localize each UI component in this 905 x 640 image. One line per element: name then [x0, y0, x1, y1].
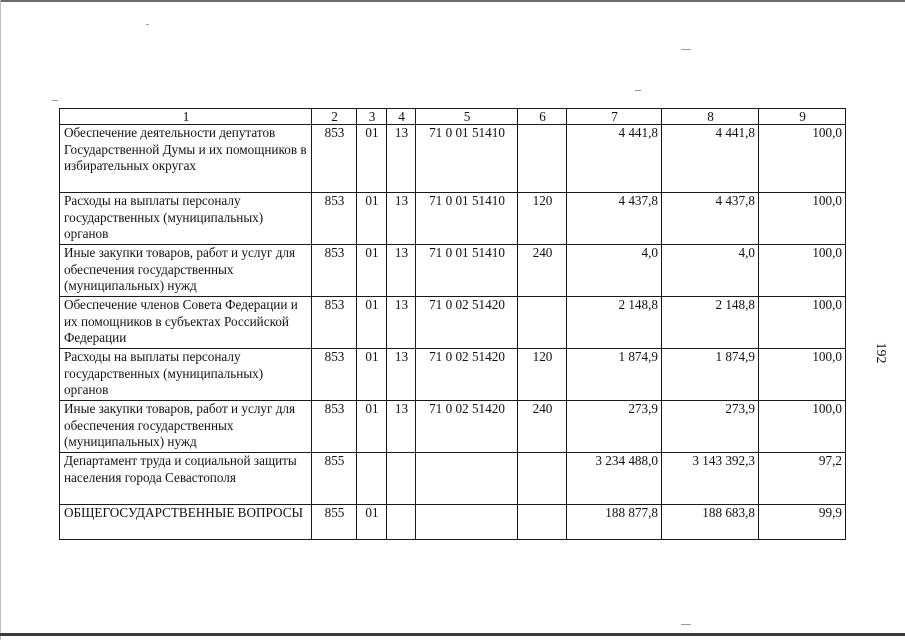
scan-edge-bottom [0, 633, 905, 636]
row-name: Иные закупки товаров, работ и услуг для обеспечения государственных (муниципальных) нужд [60, 401, 312, 453]
table-row [60, 245, 846, 297]
row-value-9: 100,0 [759, 349, 846, 401]
table-row [60, 297, 846, 349]
row-value-8: 4,0 [662, 245, 759, 297]
row-code-3: 01 [357, 245, 387, 297]
table-header-cell: 9 [759, 109, 846, 125]
row-code-4: 13 [387, 401, 416, 453]
row-value-8: 4 437,8 [662, 193, 759, 245]
table-header-row [60, 109, 846, 125]
row-code-6 [518, 505, 567, 540]
row-value-8: 3 143 392,3 [662, 453, 759, 505]
table-row [60, 505, 846, 540]
table-row [60, 349, 846, 401]
table-header-cell: 2 [312, 109, 357, 125]
row-code-4 [387, 505, 416, 540]
scan-speck [635, 90, 641, 91]
row-value-7: 4 441,8 [567, 125, 662, 193]
row-value-8: 1 874,9 [662, 349, 759, 401]
row-value-9: 100,0 [759, 125, 846, 193]
table-row [60, 125, 846, 193]
row-code-4: 13 [387, 193, 416, 245]
row-value-7: 4,0 [567, 245, 662, 297]
table-header-cell: 8 [662, 109, 759, 125]
row-value-7: 273,9 [567, 401, 662, 453]
row-code-4: 13 [387, 349, 416, 401]
row-code-5: 71 0 01 51410 [416, 245, 518, 297]
scan-speck [146, 24, 149, 25]
row-code-5 [416, 453, 518, 505]
row-code-6: 240 [518, 245, 567, 297]
row-code-4: 13 [387, 245, 416, 297]
row-value-9: 99,9 [759, 505, 846, 540]
row-code-2: 853 [312, 349, 357, 401]
row-code-3: 01 [357, 125, 387, 193]
row-code-2: 853 [312, 193, 357, 245]
row-name: Обеспечение членов Совета Федерации и их помощников в субъектах Российской Федерации [60, 297, 312, 349]
table-header-cell: 4 [387, 109, 416, 125]
row-code-3: 01 [357, 505, 387, 540]
row-code-5 [416, 505, 518, 540]
row-code-6: 120 [518, 193, 567, 245]
row-code-5: 71 0 02 51420 [416, 297, 518, 349]
row-value-9: 100,0 [759, 297, 846, 349]
row-name: Расходы на выплаты персоналу государственных (муниципальных) органов [60, 349, 312, 401]
row-code-4: 13 [387, 297, 416, 349]
row-code-6: 120 [518, 349, 567, 401]
row-value-8: 2 148,8 [662, 297, 759, 349]
row-name: Расходы на выплаты персоналу государственных (муниципальных) органов [60, 193, 312, 245]
row-code-5: 71 0 01 51410 [416, 125, 518, 193]
page-number: 192 [873, 342, 888, 364]
row-code-5: 71 0 01 51410 [416, 193, 518, 245]
row-code-4: 13 [387, 125, 416, 193]
row-code-2: 855 [312, 505, 357, 540]
table-header-cell: 5 [416, 109, 518, 125]
row-code-3: 01 [357, 349, 387, 401]
row-name: ОБЩЕГОСУДАРСТВЕННЫЕ ВОПРОСЫ [60, 505, 312, 540]
table-row [60, 453, 846, 505]
row-value-9: 97,2 [759, 453, 846, 505]
row-name: Иные закупки товаров, работ и услуг для обеспечения государственных (муниципальных) нужд [60, 245, 312, 297]
table-header-cell: 1 [60, 109, 312, 125]
row-value-8: 273,9 [662, 401, 759, 453]
table-header-cell: 7 [567, 109, 662, 125]
row-value-8: 4 441,8 [662, 125, 759, 193]
row-code-2: 853 [312, 401, 357, 453]
row-code-3: 01 [357, 193, 387, 245]
row-code-2: 853 [312, 125, 357, 193]
row-value-7: 188 877,8 [567, 505, 662, 540]
row-code-3 [357, 453, 387, 505]
budget-table [59, 108, 846, 540]
row-value-9: 100,0 [759, 401, 846, 453]
row-code-2: 853 [312, 245, 357, 297]
scan-speck [681, 624, 691, 625]
row-code-6 [518, 297, 567, 349]
scan-edge-left [0, 0, 1, 640]
table-row [60, 401, 846, 453]
row-value-7: 1 874,9 [567, 349, 662, 401]
row-code-2: 855 [312, 453, 357, 505]
row-value-7: 3 234 488,0 [567, 453, 662, 505]
scan-edge-top [0, 0, 905, 2]
row-code-5: 71 0 02 51420 [416, 401, 518, 453]
row-code-2: 853 [312, 297, 357, 349]
row-code-3: 01 [357, 297, 387, 349]
table-header-cell: 3 [357, 109, 387, 125]
scan-speck [52, 100, 58, 101]
row-code-6 [518, 453, 567, 505]
row-code-4 [387, 453, 416, 505]
row-code-6: 240 [518, 401, 567, 453]
scan-speck [681, 49, 691, 50]
row-name: Департамент труда и социальной защиты населения города Севастополя [60, 453, 312, 505]
row-value-8: 188 683,8 [662, 505, 759, 540]
row-code-5: 71 0 02 51420 [416, 349, 518, 401]
table-header-cell: 6 [518, 109, 567, 125]
row-value-7: 2 148,8 [567, 297, 662, 349]
row-code-6 [518, 125, 567, 193]
row-name: Обеспечение деятельности депутатов Государственной Думы и их помощников в избирательных округах [60, 125, 312, 193]
row-value-9: 100,0 [759, 193, 846, 245]
row-value-7: 4 437,8 [567, 193, 662, 245]
table-row [60, 193, 846, 245]
row-value-9: 100,0 [759, 245, 846, 297]
row-code-3: 01 [357, 401, 387, 453]
